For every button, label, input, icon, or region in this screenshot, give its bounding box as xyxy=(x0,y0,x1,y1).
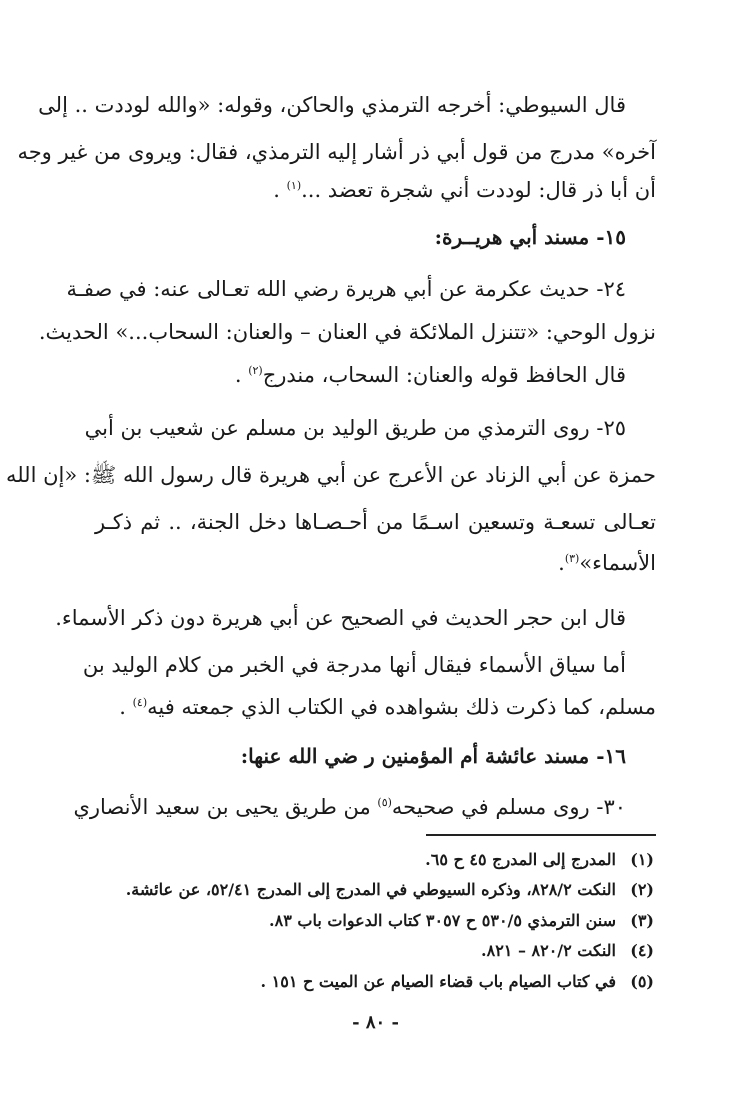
footnote-1-text: المدرج إلى المدرج ٤٥ ح ٦٥. xyxy=(425,850,616,869)
footnote-5-text: في كتاب الصيام باب قضاء الصيام عن الميت ح ١٥١ . xyxy=(260,972,616,991)
section-heading-abu-hurayra: ١٥- مسند أبي هريــرة: xyxy=(434,225,626,249)
paragraph-1-line-3-end: . xyxy=(273,178,287,202)
footnote-4 xyxy=(95,939,654,963)
paragraph-1-line-1: قال السيوطي: أخرجه الترمذي والحاكن، وقوله: «والله لوددت .. إلى xyxy=(38,93,626,117)
paragraph-2-line-3-end: . xyxy=(234,363,249,387)
footnote-ref-5: (٥) xyxy=(377,796,392,809)
paragraph-6 xyxy=(73,792,626,822)
paragraph-1-line-2: آخره» مدرج من قول أبي ذر أشار إليه الترمذي، فقال: ويروى من غير وجه xyxy=(17,140,656,164)
paragraph-2-line-3 xyxy=(95,360,626,390)
footnote-ref-1: (١) xyxy=(286,179,302,192)
paragraph-2-line-1: ٢٤- حديث عكرمة عن أبي هريرة رضي الله تعـالى عنه: في صفـة xyxy=(66,277,626,301)
paragraph-1-line-3 xyxy=(95,175,656,205)
paragraph-5-line-2-text: مسلم، كما ذكرت ذلك بشواهده في الكتاب الذي جمعته فيه xyxy=(147,695,656,719)
footnote-3-number: (٣) xyxy=(630,911,654,930)
footnote-4-text: النكت ٨٢٠/٢ – ٨٢١. xyxy=(481,941,616,960)
footnote-3-text: سنن الترمذي ٥٣٠/٥ ح ٣٠٥٧ كتاب الدعوات باب ٨٣. xyxy=(269,911,616,930)
footnote-5 xyxy=(95,970,654,994)
footnote-2 xyxy=(95,878,654,902)
paragraph-3-line-4-end: . xyxy=(558,551,565,575)
page-number: - ٨٠ - xyxy=(352,1012,399,1033)
paragraph-3-line-2: حمزة عن أبي الزناد عن الأعرج عن أبي هريرة قال رسول الله ﷺ: «إن الله xyxy=(5,463,656,487)
footnote-4-number: (٤) xyxy=(630,941,654,960)
paragraph-5-line-2 xyxy=(95,692,656,722)
paragraph-3-line-3: تعـالى تسعـة وتسعين اسـمًا من أحـصـاها دخل الجنة، .. ثم ذكـر xyxy=(95,510,656,534)
paragraph-4: قال ابن حجر الحديث في الصحيح عن أبي هريرة دون ذكر الأسماء. xyxy=(55,606,626,630)
paragraph-3-line-1: ٢٥- روى الترمذي من طريق الوليد بن مسلم عن شعيب بن أبي xyxy=(84,416,626,440)
footnote-3 xyxy=(95,909,654,933)
footnote-1-number: (١) xyxy=(630,850,654,869)
section-heading-aisha: ١٦- مسند عائشة أم المؤمنين ر ضي الله عنها: xyxy=(240,744,626,768)
paragraph-2-line-3-text: قال الحافظ قوله والعنان: السحاب، مندرج xyxy=(262,363,626,387)
paragraph-3-line-4-text: الأسماء» xyxy=(579,551,656,575)
footnote-separator xyxy=(426,834,656,836)
footnote-2-text: النكت ٨٢٨/٢، وذكره السيوطي في المدرج إلى المدرج ٥٢/٤١، عن عائشة. xyxy=(125,880,616,899)
paragraph-2-line-2: نزول الوحي: «تتنزل الملائكة في العنان – والعنان: السحاب...» الحديث. xyxy=(38,320,656,344)
paragraph-6-end: من طريق يحيى بن سعيد الأنصاري xyxy=(73,795,378,819)
footnote-ref-3: (٣) xyxy=(564,552,580,565)
footnote-ref-4: (٤) xyxy=(132,696,148,709)
footnote-2-number: (٢) xyxy=(630,880,654,899)
footnote-1 xyxy=(95,848,654,872)
footnote-5-number: (٥) xyxy=(630,972,654,991)
paragraph-5-line-2-end: . xyxy=(119,695,133,719)
paragraph-3-line-4 xyxy=(95,548,656,578)
paragraph-1-line-3-text: أن أبا ذر قال: لوددت أني شجرة تعضد ... xyxy=(301,178,656,202)
paragraph-6-start: ٣٠- روى مسلم في صحيحه xyxy=(391,795,626,819)
footnote-ref-2: (٢) xyxy=(248,364,263,377)
paragraph-5-line-1: أما سياق الأسماء فيقال أنها مدرجة في الخبر من كلام الوليد بن xyxy=(82,653,626,677)
